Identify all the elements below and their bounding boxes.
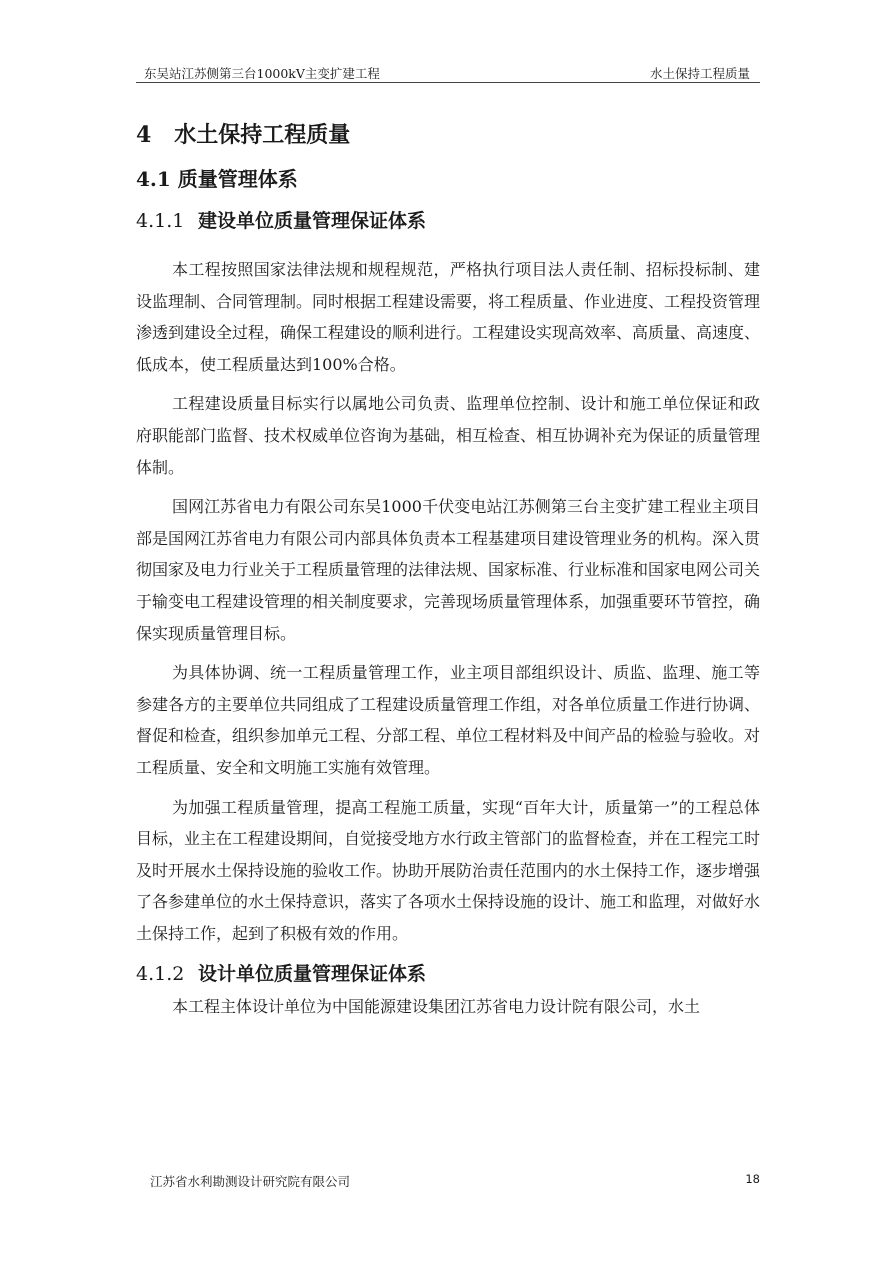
chapter-number: 4 (136, 122, 152, 148)
section-heading (136, 162, 760, 196)
section-number: 4.1 (136, 167, 171, 191)
subsection-title: 设计单位质量管理保证体系 (198, 963, 427, 986)
header-chapter-title: 水土保持工程质量 (649, 66, 750, 81)
page-header (136, 64, 760, 83)
subsection-heading-1 (136, 204, 760, 238)
footer-organization: 江苏省水利勘测设计研究院有限公司 (150, 1174, 351, 1189)
chapter-title: 水土保持工程质量 (174, 122, 351, 148)
subsection-title: 建设单位质量管理保证体系 (198, 210, 427, 232)
chapter-heading (136, 118, 760, 152)
page-content (136, 118, 760, 1023)
paragraph: 为加强工程质量管理，提高工程施工质量，实现“百年大计，质量第一”的工程总体目标，业主在工程建设期间，自觉接受地方水行政主管部门的监督检查，并在工程完工时及时开展水土保持设施的验收工作。协助开展防治责任范围内的水土保持工作，逐步增强了各参建单位的水土保持意识，落实了各项水土保持设施的设计、施工和监理，对做好水土保持工作，起到了积极有效的作用。 (136, 797, 761, 943)
paragraph: 为具体协调、统一工程质量管理工作，业主项目部组织设计、质监、监理、施工等参建各方的主要单位共同组成了工程建设质量管理工作组，对各单位质量工作进行协调、督促和检查，组织参加单元工程、分部工程、单位工程材料及中间产品的检验与验收。对工程质量、安全和文明施工实施有效管理。 (136, 663, 761, 777)
header-project-title: 东吴站江苏侧第三台1000kV主变扩建工程 (144, 66, 380, 81)
subsection-heading-2 (136, 957, 760, 991)
page-footer (150, 1172, 760, 1190)
paragraph: 工程建设质量目标实行以属地公司负责、监理单位控制、设计和施工单位保证和政府职能部门监督、技术权威单位咨询为基础，相互检查、相互协调补充为保证的质量管理体制。 (136, 394, 761, 477)
paragraph: 本工程主体设计单位为中国能源建设集团江苏省电力设计院有限公司，水土 (172, 997, 701, 1017)
section-title: 质量管理体系 (177, 167, 298, 191)
subsection-number: 4.1.1 (136, 210, 185, 232)
page-number: 18 (745, 1172, 760, 1186)
subsection-number: 4.1.2 (136, 963, 185, 986)
paragraph: 本工程按照国家法律法规和规程规范，严格执行项目法人责任制、招标投标制、建设监理制、合同管理制。同时根据工程建设需要，将工程质量、作业进度、工程投资管理渗透到建设全过程，确保工程建设的顺利进行。工程建设实现高效率、高质量、高速度、低成本，使工程质量达到100%合格。 (136, 260, 761, 374)
paragraph: 国网江苏省电力有限公司东吴1000千伏变电站江苏侧第三台主变扩建工程业主项目部是国网江苏省电力有限公司内部具体负责本工程基建项目建设管理业务的机构。深入贯彻国家及电力行业关于工程质量管理的法律法规、国家标准、行业标准和国家电网公司关于输变电工程建设管理的相关制度要求，完善现场质量管理体系，加强重要环节管控，确保实现质量管理目标。 (136, 497, 761, 643)
